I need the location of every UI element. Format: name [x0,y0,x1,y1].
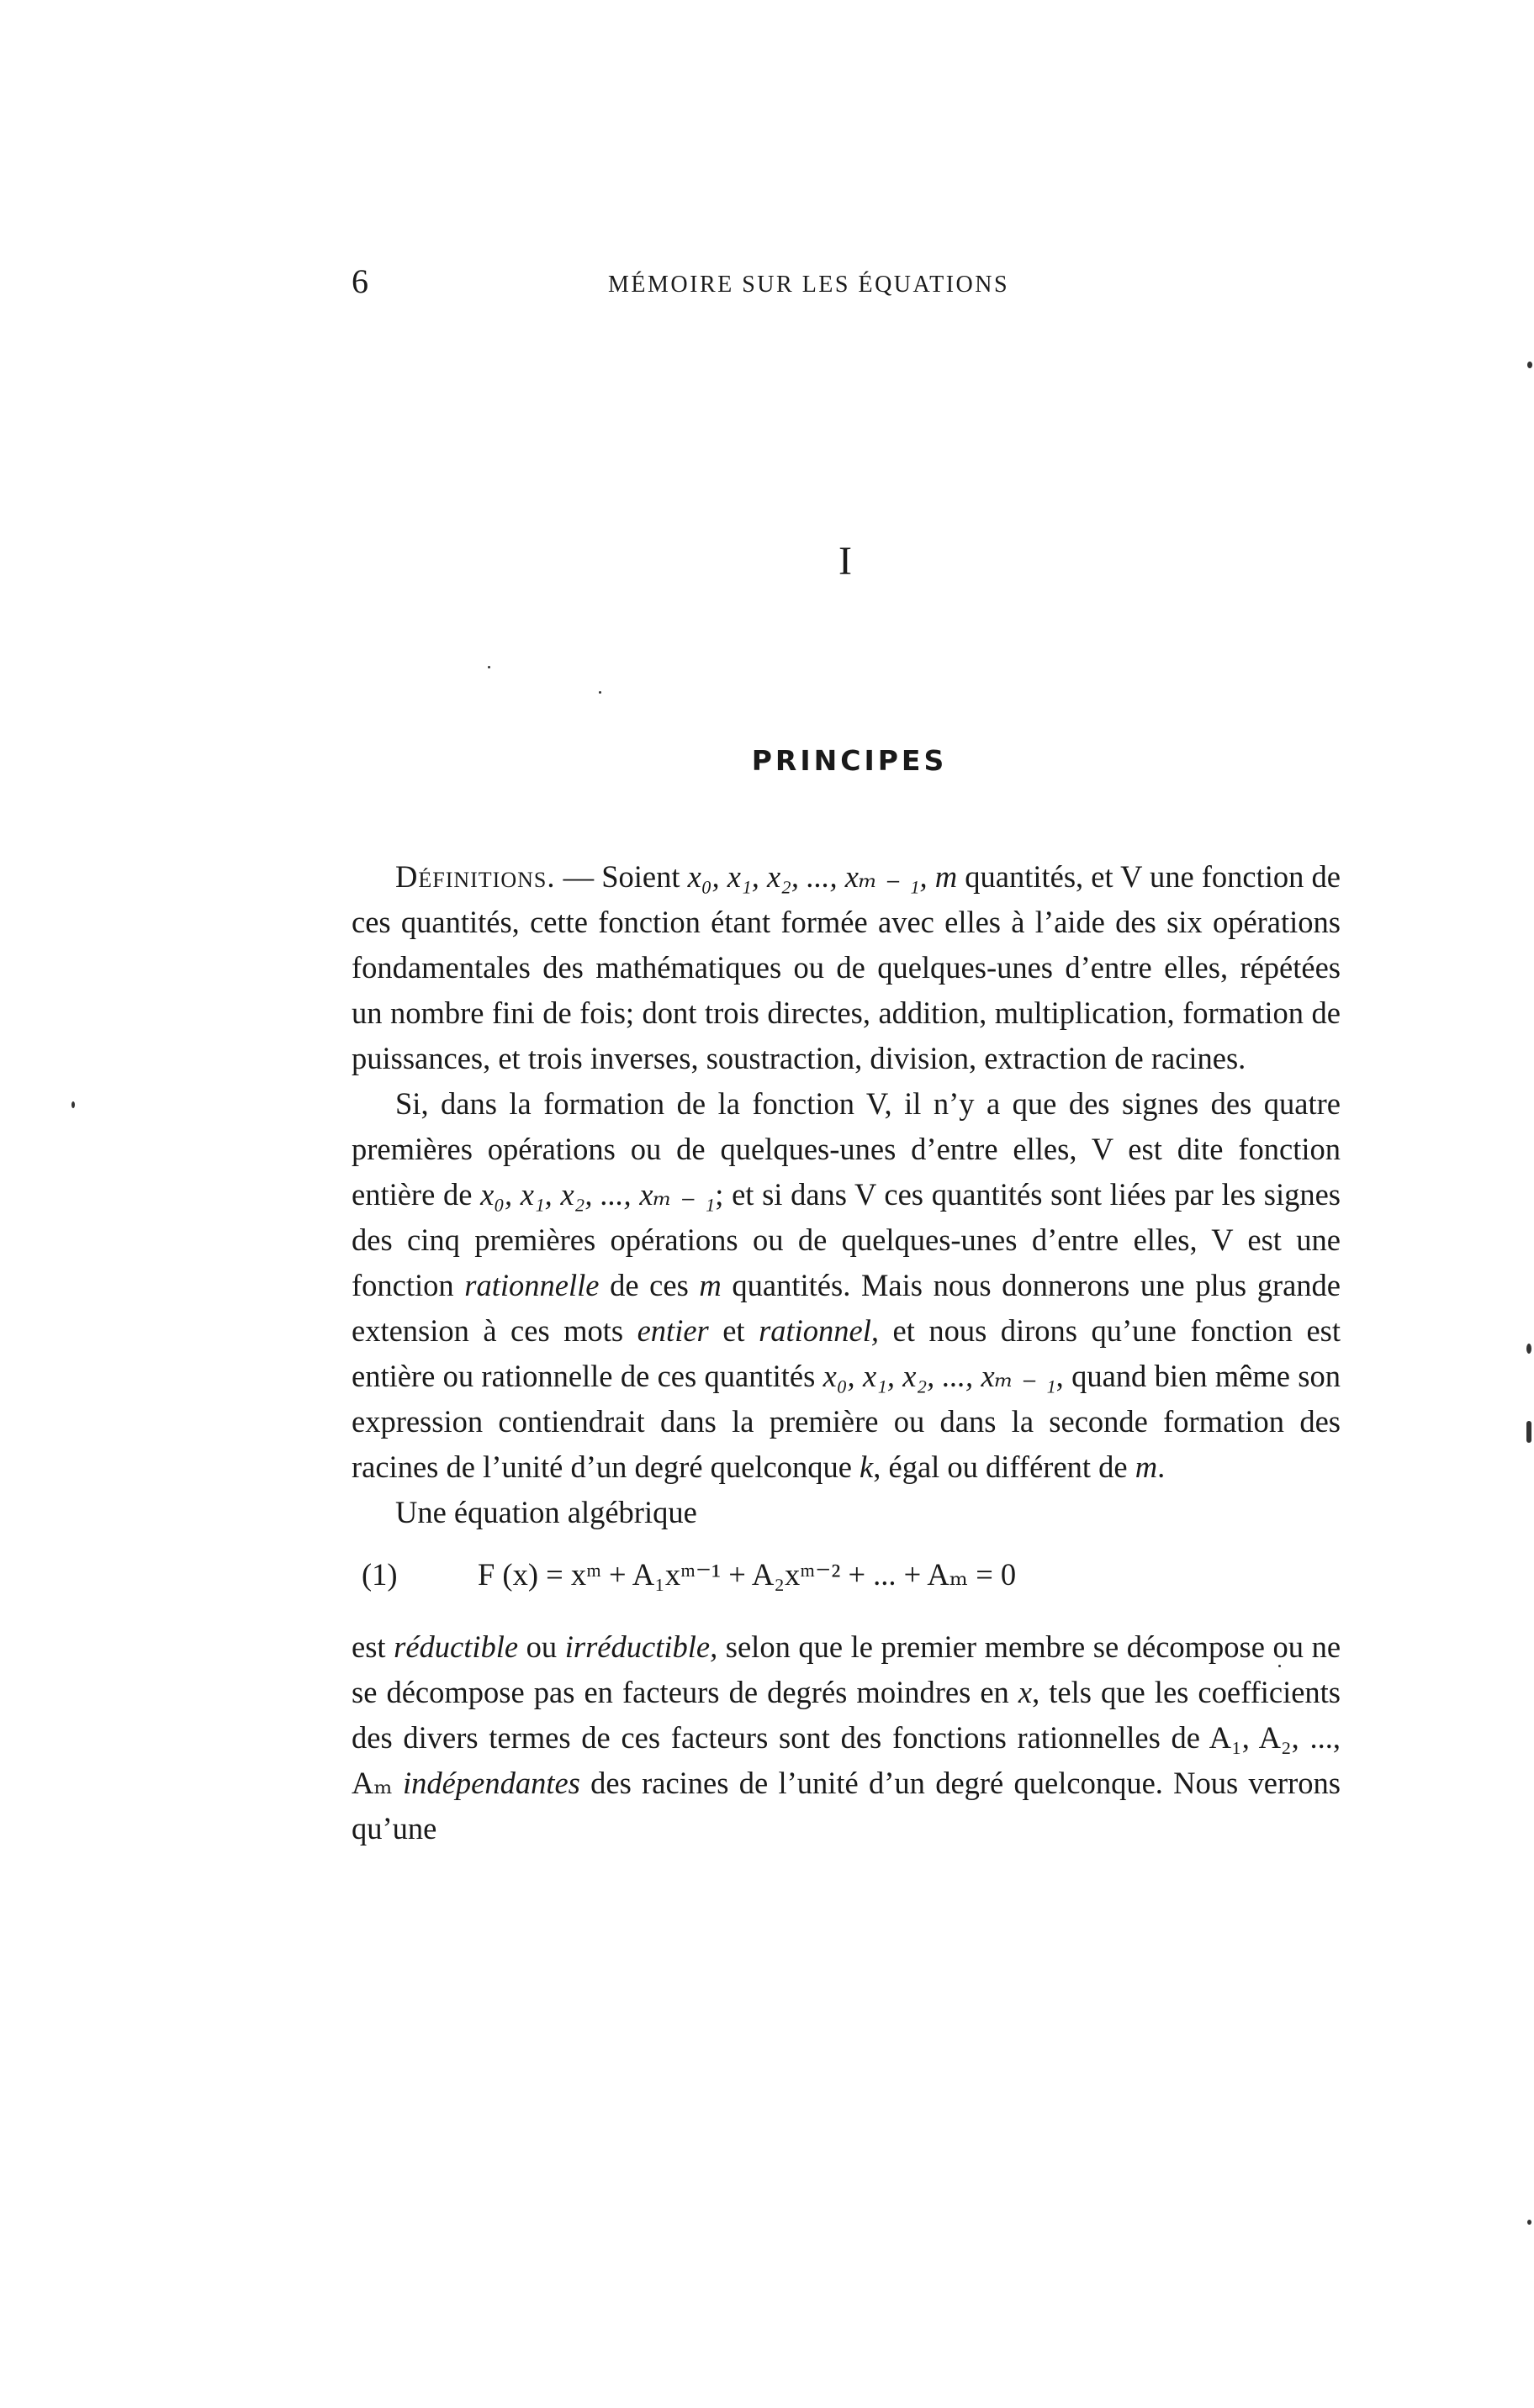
math-variable: m [934,859,958,894]
emphasis-term: entier [637,1313,709,1348]
running-head [352,261,1344,303]
scan-speck [1526,1421,1531,1443]
text-run: quantités. Mais nous donnerons une plus grande extension à ces mots [352,1268,1341,1348]
emphasis-term: irréductible, [564,1629,718,1664]
equation-label: (1) [362,1557,398,1592]
scan-speck [1526,1344,1531,1354]
math-variable: x [1018,1675,1033,1709]
scan-speck [488,666,490,668]
scan-speck [1278,1665,1281,1667]
text-run: est [352,1629,394,1664]
emphasis-term: indépendantes [403,1766,580,1800]
paragraph-reductible [352,1624,1341,1851]
scan-speck [1527,362,1532,368]
math-variable: m [1135,1450,1158,1484]
text-run: — Soient [555,859,688,894]
text-run: des racines de l’unité d’un degré quelconque. Nous verrons qu’une [352,1766,1341,1846]
text-run: et [708,1313,759,1348]
text-run: Si, dans la formation de la fonction V, il n’y a que des signes des quatre premières opérations ou de quelques-unes d’entre elles, V est dite fonction entière de [352,1086,1341,1212]
text-run: . [1157,1450,1166,1484]
math-variable: k [860,1450,874,1484]
equation-formula: F (x) = xᵐ + A₁xᵐ⁻¹ + A₂xᵐ⁻² + ... + Aₘ = 0 [478,1557,1017,1592]
text-run: quantités, et V une fonction de ces quantités, cette fonction étant formée avec elles à l’aide des six opérations fondamentales des mathématiques ou de quelques-unes d’entre elles, répétées un nombre fini de fois; dont trois directes, addition, multiplication, formation de puissances, et trois inverses, soustraction, division, extraction de racines. [352,859,1341,1075]
text-run: , égal ou différent de [873,1450,1135,1484]
scan-speck [71,1101,75,1108]
part-numeral: I [838,539,852,584]
paragraph-definitions [352,854,1341,1081]
text-run: et nous dirons qu’une fonction est entière ou rationnelle de ces quantités [352,1313,1341,1393]
emphasis-term: réductible [394,1629,519,1664]
running-title: MÉMOIRE SUR LES ÉQUATIONS [608,272,1010,298]
text-run: de ces [599,1268,700,1302]
math-variable: m [699,1268,722,1302]
text-run: selon que le premier membre se décompose ou ne se décompose pas en facteurs de degrés moindres en [352,1629,1341,1709]
math-sequence: x₀, x₁, x₂, ..., xₘ ₋ ₁ [480,1177,716,1212]
paragraph-fonction-entiere [352,1081,1341,1490]
definitions-lead: Définitions. [395,859,556,894]
text-run: , quand bien même son expression contiendrait dans la première ou dans la seconde formation des racines de l’unité d’un degré quelconque [352,1359,1341,1484]
math-sequence: x₀, x₁, x₂, ..., xₘ ₋ ₁ [823,1359,1056,1393]
paragraph-equation-intro: Une équation algébrique [395,1495,697,1529]
emphasis-term: rationnel, [759,1313,880,1348]
math-sequence: x₀, x₁, x₂, ..., xₘ ₋ ₁, [687,859,935,894]
scan-speck [1527,2220,1531,2225]
equation-1 [352,1545,1341,1606]
text-run: , tels que les coefficients des divers termes de ces facteurs sont des fonctions rationnelles de A₁, A₂, ..., Aₘ [352,1675,1341,1800]
page-number: 6 [352,262,368,300]
body-text [352,854,1341,1851]
section-title: PRINCIPES [751,744,948,777]
scan-speck [599,691,601,694]
emphasis-term: rationnelle [464,1268,600,1302]
text-run: ; et si dans V ces quantités sont liées par les signes des cinq premières opérations ou de quelques-unes d’entre elles, V est une fonction [352,1177,1341,1302]
text-run: ou [518,1629,565,1664]
